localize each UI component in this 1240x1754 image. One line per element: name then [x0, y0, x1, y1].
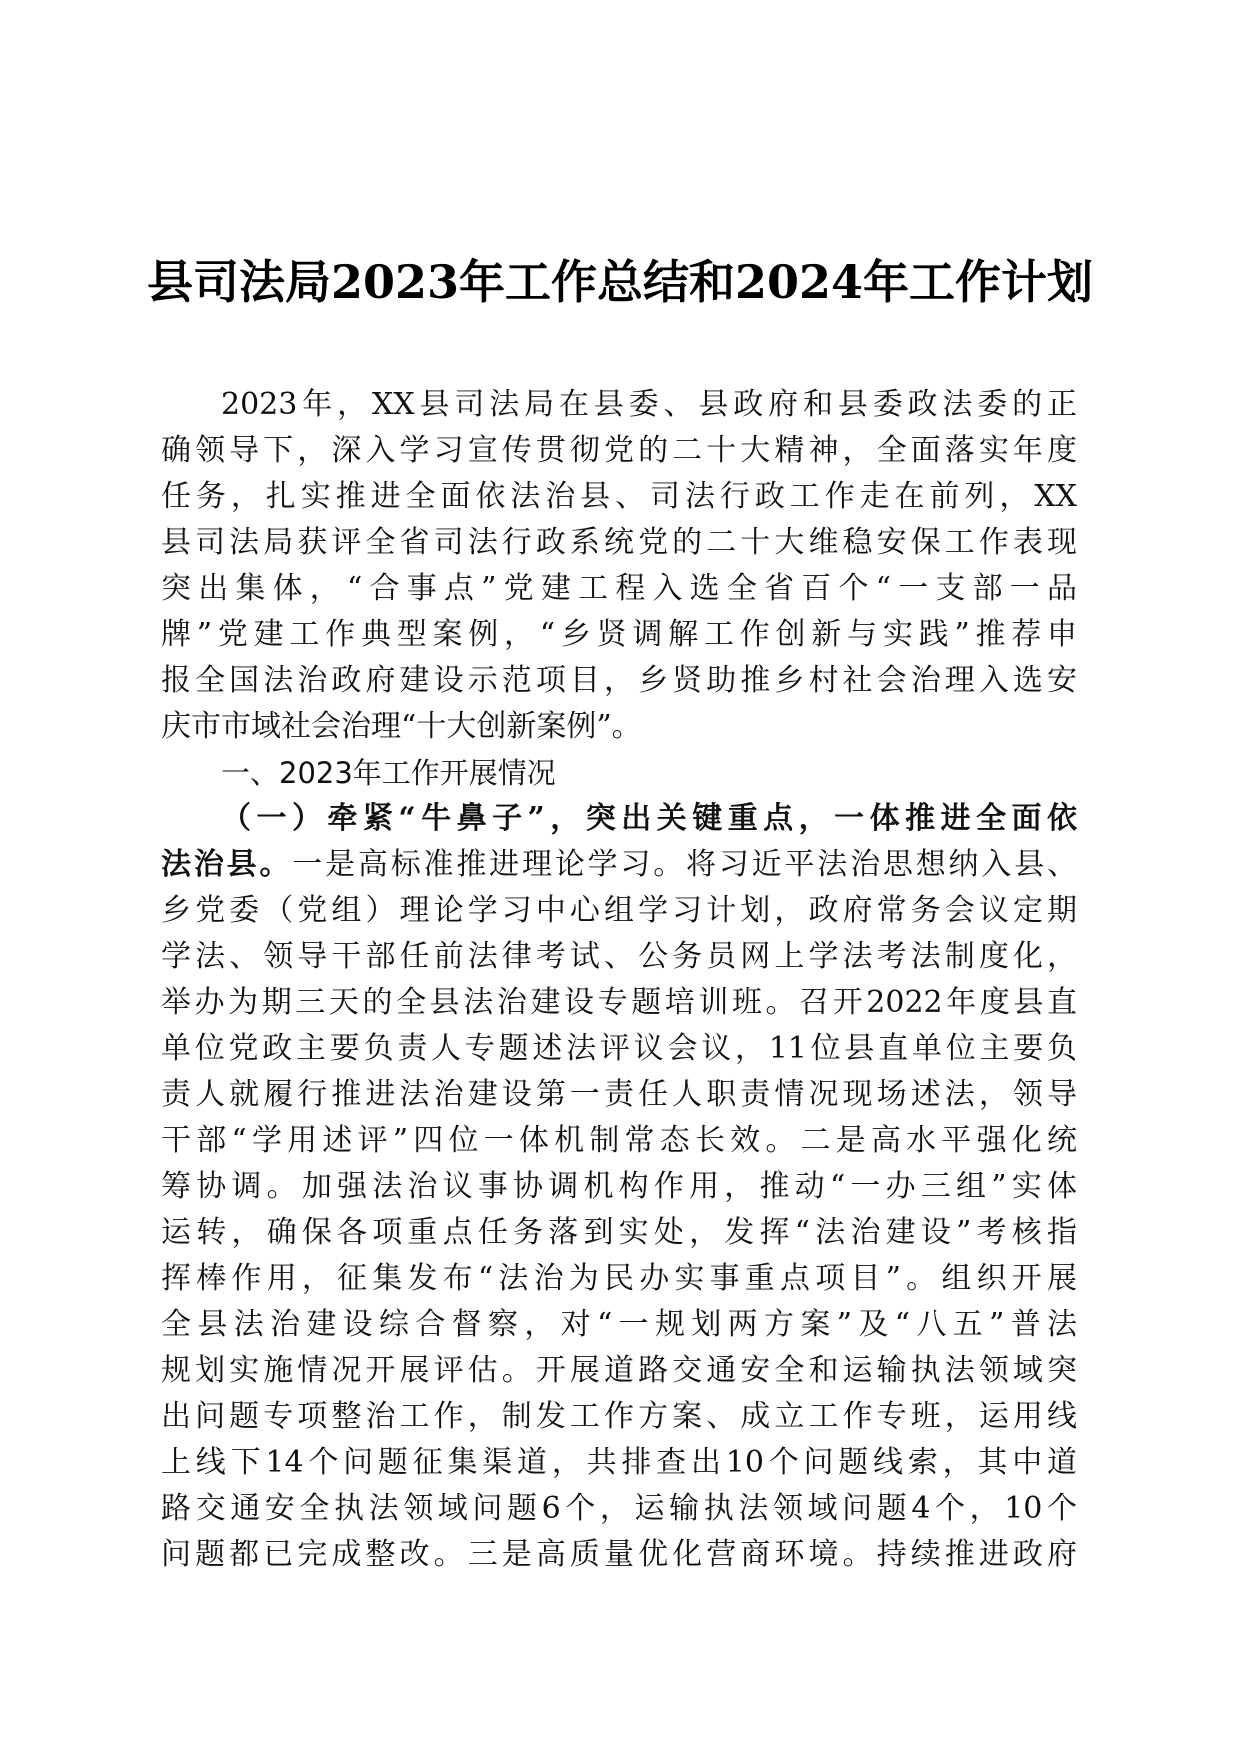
- document-title: 县司法局2023年工作总结和2024年工作计划: [146, 255, 1094, 309]
- subsection-heading: （一）牵紧“牛鼻子”，突出关键重点，一体推进全面依: [221, 801, 1077, 836]
- intro-line: 庆市市域社会治理“十大创新案例”。: [161, 709, 642, 744]
- body-line: 单位党政主要负责人专题述法评议会议，11位县直单位主要负: [161, 1031, 1077, 1066]
- section-heading: 一、2023年工作开展情况: [221, 756, 556, 790]
- body-line: 规划实施情况开展评估。开展道路交通安全和运输执法领域突: [161, 1353, 1077, 1388]
- body-line: 上线下14个问题征集渠道，共排查出10个问题线索，其中道: [161, 1445, 1077, 1480]
- body-text: 一是高标准推进理论学习。将习近平法治思想纳入县、: [292, 847, 1078, 882]
- intro-line: 牌”党建工作典型案例，“乡贤调解工作创新与实践”推荐申: [161, 617, 1077, 652]
- intro-line: 县司法局获评全省司法行政系统党的二十大维稳安保工作表现: [161, 525, 1077, 560]
- intro-line: 任务，扎实推进全面依法治县、司法行政工作走在前列，XX: [161, 479, 1077, 514]
- body-line: 举办为期三天的全县法治建设专题培训班。召开2022年度县直: [161, 985, 1077, 1020]
- intro-line: 2023年，XX县司法局在县委、县政府和县委政法委的正: [221, 387, 1077, 422]
- body-line: 问题都已完成整改。三是高质量优化营商环境。持续推进政府: [161, 1537, 1077, 1572]
- body-line: 学法、领导干部任前法律考试、公务员网上学法考法制度化，: [161, 939, 1077, 974]
- body-line: 挥棒作用，征集发布“法治为民办实事重点项目”。组织开展: [161, 1261, 1077, 1296]
- body-line: 全县法治建设综合督察，对“一规划两方案”及“八五”普法: [161, 1307, 1077, 1342]
- body-line: [161, 840, 1077, 890]
- intro-line: 确领导下，深入学习宣传贯彻党的二十大精神，全面落实年度: [161, 433, 1077, 468]
- body-line: 运转，确保各项重点任务落到实处，发挥“法治建设”考核指: [161, 1215, 1077, 1250]
- body-line: 路交通安全执法领域问题6个，运输执法领域问题4个，10个: [161, 1491, 1077, 1526]
- body-line: 出问题专项整治工作，制发工作方案、成立工作专班，运用线: [161, 1399, 1077, 1434]
- body-line: 责人就履行推进法治建设第一责任人职责情况现场述法，领导: [161, 1077, 1077, 1112]
- intro-line: 报全国法治政府建设示范项目，乡贤助推乡村社会治理入选安: [161, 663, 1077, 698]
- intro-line: 突出集体，“合事点”党建工程入选全省百个“一支部一品: [161, 571, 1077, 606]
- subsection-heading-tail: 法治县。: [161, 847, 293, 882]
- body-line: 干部“学用述评”四位一体机制常态长效。二是高水平强化统: [161, 1123, 1077, 1158]
- body-line: 筹协调。加强法治议事协调机构作用，推动“一办三组”实体: [161, 1169, 1077, 1204]
- body-line: 乡党委（党组）理论学习中心组学习计划，政府常务会议定期: [161, 893, 1077, 928]
